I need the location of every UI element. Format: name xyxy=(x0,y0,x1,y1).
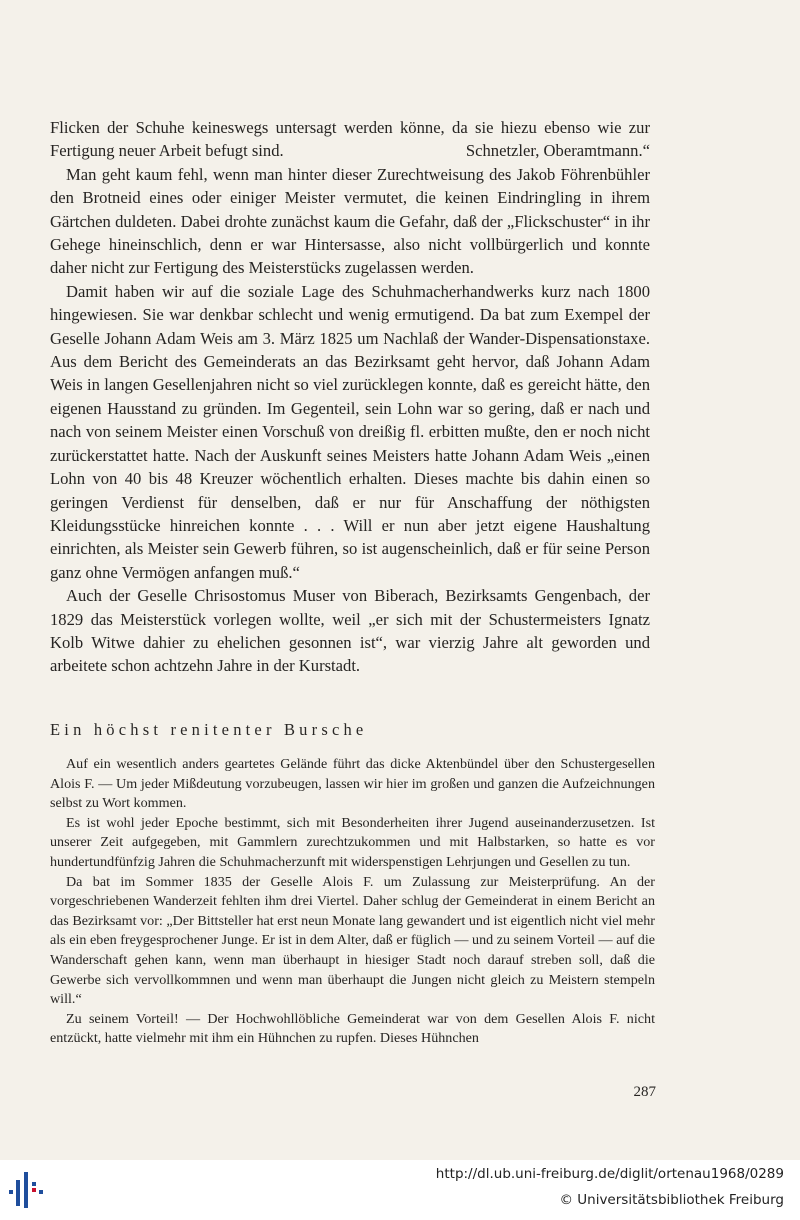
paragraph-4: Auch der Geselle Chrisostomus Muser von Biberach, Bezirksamts Gengenbach, der 1829 das Meisterstück vorlegen wollte, weil „er sich mit der Schustermeisters Ignatz Kolb Witwe dahier zu ehelichen gesonnen ist“, war vierzig Jahre alt geworden und arbeitete schon achtzehn Jahre in der Kurstadt. xyxy=(50,586,650,676)
footer-copyright: © Universitätsbibliothek Freiburg xyxy=(559,1192,784,1208)
paragraph-1: Flicken der Schuhe keineswegs untersagt werden könne, da sie hiezu ebenso wie zur Fertigung neuer Arbeit befugt sind. Schnetzler, Oberamtmann.“ xyxy=(50,116,650,163)
main-body-text xyxy=(50,116,650,678)
small-paragraph-3: Da bat im Sommer 1835 der Geselle Alois F. um Zulassung zur Meisterprüfung. An der vorgeschriebenen Wanderzeit fehlten ihm drei Viertel. Daher schlug der Gemeinderat in einem Bericht an das Bezirksamt vor: „Der Bittsteller hat erst neun Monate lang gewandert und ist eigentlich nicht viel mehr als ein eben freygesprochener Junge. Er ist in dem Alter, daß er füglich — und zu seinem Vorteil — auf die Wanderschaft gehen kann, wenn man überhaupt in hiesiger Stadt noch darauf streben soll, daß die Gewerbe sich vervollkommnen und wenn man überhaupt die Jungen nicht gleich zu Meistern stempeln will.“ xyxy=(50,873,655,1008)
footer-url-link[interactable]: http://dl.ub.uni-freiburg.de/diglit/ortenau1968/0289 xyxy=(435,1166,784,1182)
footer-bar xyxy=(0,1160,800,1220)
small-paragraph-4: Zu seinem Vorteil! — Der Hochwohllöbliche Gemeinderat war von dem Gesellen Alois F. nicht entzückt, hatte vielmehr mit ihm ein Hühnchen zu rupfen. Dieses Hühnchen xyxy=(50,1010,655,1047)
section-heading: Ein höchst renitenter Bursche xyxy=(50,720,368,739)
small-paragraph-2: Es ist wohl jeder Epoche bestimmt, sich mit Besonderheiten ihrer Jugend auseinanderzusetzen. Ist unserer Zeit aufgegeben, mit Gammlern zurechtzukommen und mit Halbstarken, so hatte es vor hundertundfünfzig Jahren die Schuhmacherzunft mit widerspenstigen Lehrjungen und Gesellen zu tun. xyxy=(50,814,655,870)
paragraph-2: Man geht kaum fehl, wenn man hinter dieser Zurechtweisung des Jakob Föhrenbühler den Brotneid eines oder einiger Meister vermutet, die keinen Eindringling in ihrem Gärtchen duldeten. Dabei drohte zunächst kaum die Gefahr, daß der „Flickschuster“ in ihr Gehege hineinschlich, denn er war Hintersasse, also nicht vollbürgerlich und konnte daher nicht zur Fertigung des Meisterstücks zugelassen werden. xyxy=(50,164,650,278)
page-number: 287 xyxy=(633,1084,656,1100)
signature: Schnetzler, Oberamtmann.“ xyxy=(465,141,650,161)
section-body-text xyxy=(50,755,655,1049)
paragraph-3: Damit haben wir auf die soziale Lage des Schuhmacherhandwerks kurz nach 1800 hingewiesen. Sie war denkbar schlecht und wenig ermutigend. Da bat zum Exempel der Geselle Johann Adam Weis am 3. März 1825 um Nachlaß der Wander-Dispensationstaxe. Aus dem Bericht des Gemeinderats an das Bezirksamt geht hervor, daß Johann Adam Weis in langen Gesellenjahren nicht so viel zurücklegen konnte, daß es gereicht hätte, den eigenen Hausstand zu gründen. Im Gegenteil, sein Lohn war so gering, daß er nach und nach von seinem Meister einen Vorschuß von dreißig fl. erbitten mußte, den er noch nicht zurückerstattet hatte. Nach der Auskunft seines Meisters hatte Johann Adam Weis „einen Lohn von 40 bis 48 Kreuzer wöchentlich erhalten. Dieses machte bis dahin einen so geringen Verdienst für denselben, daß er nur für Anschaffung der nöthigsten Kleidungsstücke hinreichen konnte . . . Will er nun aber jetzt eigene Haushaltung einrichten, als Meister sein Gewerb führen, so ist augenscheinlich, daß er für seine Person ganz ohne Vermögen anfangen muß.“ xyxy=(50,281,650,582)
ub-freiburg-logo-icon[interactable] xyxy=(6,1168,50,1212)
small-paragraph-1: Auf ein wesentlich anders geartetes Gelände führt das dicke Aktenbündel über den Schustergesellen Alois F. — Um jeder Mißdeutung vorzubeugen, lassen wir hier im großen und ganzen die Aufzeichnungen selbst zu Wort kommen. xyxy=(50,756,655,812)
